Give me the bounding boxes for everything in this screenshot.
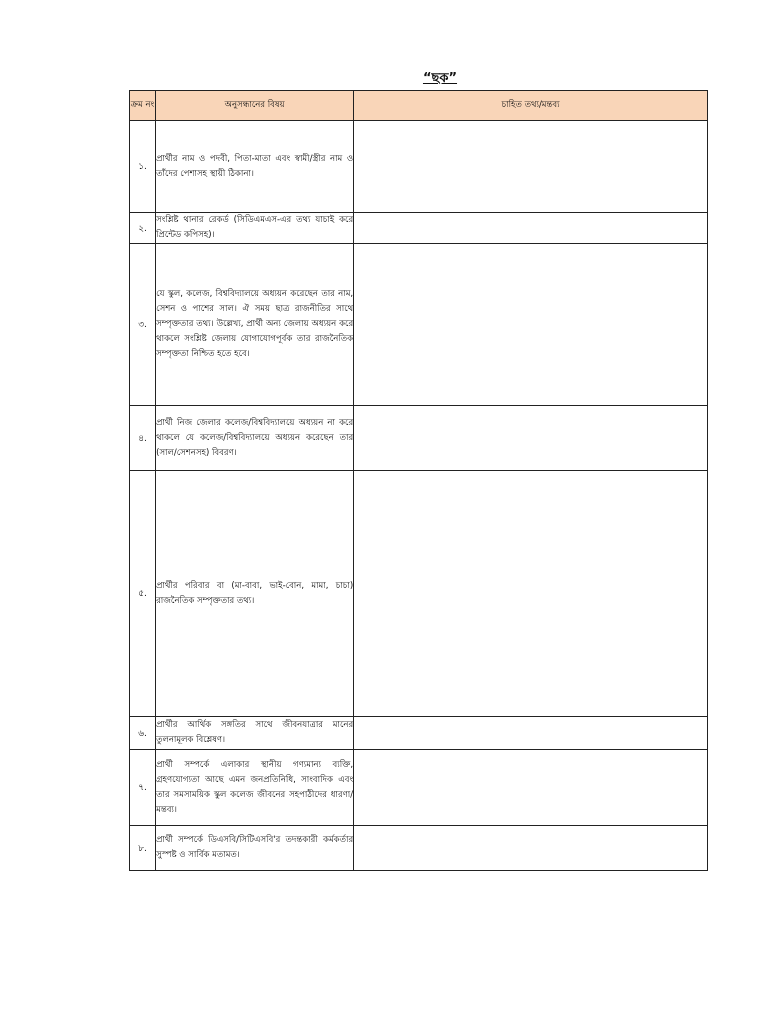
row-serial: ৬. bbox=[130, 717, 156, 750]
row-subject: প্রার্থীর পরিবার বা (মা-বাবা, ভাই-বোন, মামা, চাচা) রাজনৈতিক সম্পৃক্ততার তথ্য। bbox=[156, 471, 354, 717]
table-row bbox=[130, 244, 708, 406]
row-info bbox=[354, 121, 708, 213]
row-serial: ৪. bbox=[130, 406, 156, 471]
row-serial: ৮. bbox=[130, 826, 156, 871]
table-row bbox=[130, 213, 708, 244]
row-serial: ৩. bbox=[130, 244, 156, 406]
row-subject: যে স্কুল, কলেজ, বিশ্ববিদ্যালয়ে অধ্যয়ন করেছেন তার নাম, সেশন ও পাশের সাল। ঐ সময় ছাত্র রাজনীতির সাথে সম্পৃক্ততার তথ্য। উল্লেখ্য, প্রার্থী অন্য জেলায় অধ্যয়ন করে থাকলে সংশ্লিষ্ট জেলায় যোগাযোগপূর্বক তার রাজনৈতিক সম্পৃক্ততা নিশ্চিত হতে হবে। bbox=[156, 244, 354, 406]
table-row bbox=[130, 471, 708, 717]
row-subject: প্রার্থীর নাম ও পদবী, পিতা-মাতা এবং স্বামী/স্ত্রীর নাম ও তাঁদের পেশাসহ স্থায়ী ঠিকানা। bbox=[156, 121, 354, 213]
header-serial: ক্রম নং bbox=[130, 91, 156, 121]
table-row bbox=[130, 121, 708, 213]
row-subject: প্রার্থী সম্পর্কে ডিএসবি/সিটিএসবি'র তদন্তকারী কর্মকর্তার সুস্পষ্ট ও সার্বিক মতামত। bbox=[156, 826, 354, 871]
row-info bbox=[354, 471, 708, 717]
row-serial: ৫. bbox=[130, 471, 156, 717]
row-info bbox=[354, 826, 708, 871]
row-info bbox=[354, 244, 708, 406]
row-serial: ১. bbox=[130, 121, 156, 213]
row-subject: সংশ্লিষ্ট থানার রেকর্ড (সিডিএমএস-এর তথ্য যাচাই করে প্রিন্টেড কপিসহ)। bbox=[156, 213, 354, 244]
row-info bbox=[354, 406, 708, 471]
header-info: চাহিত তথ্য/মন্তব্য bbox=[354, 91, 708, 121]
table-row bbox=[130, 826, 708, 871]
row-serial: ২. bbox=[130, 213, 156, 244]
table-header-row bbox=[130, 91, 708, 121]
table-row bbox=[130, 717, 708, 750]
row-subject: প্রার্থী নিজ জেলার কলেজ/বিশ্ববিদ্যালয়ে অধ্যয়ন না করে থাকলে যে কলেজ/বিশ্ববিদ্যালয়ে অধ্যয়ন করেছেন তার (সাল/সেশনসহ) বিবরণ। bbox=[156, 406, 354, 471]
row-info bbox=[354, 750, 708, 826]
inquiry-form-table bbox=[129, 90, 708, 871]
row-info bbox=[354, 717, 708, 750]
header-subject: অনুসন্ধানের বিষয় bbox=[156, 91, 354, 121]
row-serial: ৭. bbox=[130, 750, 156, 826]
row-info bbox=[354, 213, 708, 244]
row-subject: প্রার্থীর আর্থিক সঙ্গতির সাথে জীবনযাত্রার মানের তুলনামূলক বিশ্লেষণ। bbox=[156, 717, 354, 750]
table-row bbox=[130, 750, 708, 826]
table-row bbox=[130, 406, 708, 471]
document-title: “ছক” bbox=[422, 71, 458, 86]
row-subject: প্রার্থী সম্পর্কে এলাকার স্থানীয় গণ্যমান্য ব্যক্তি, গ্রহণযোগ্যতা আছে এমন জনপ্রতিনিধি, সাংবাদিক এবং তার সমসাময়িক স্কুল কলেজ জীবনের সহপাঠীদের ধারণা/মন্তব্য। bbox=[156, 750, 354, 826]
